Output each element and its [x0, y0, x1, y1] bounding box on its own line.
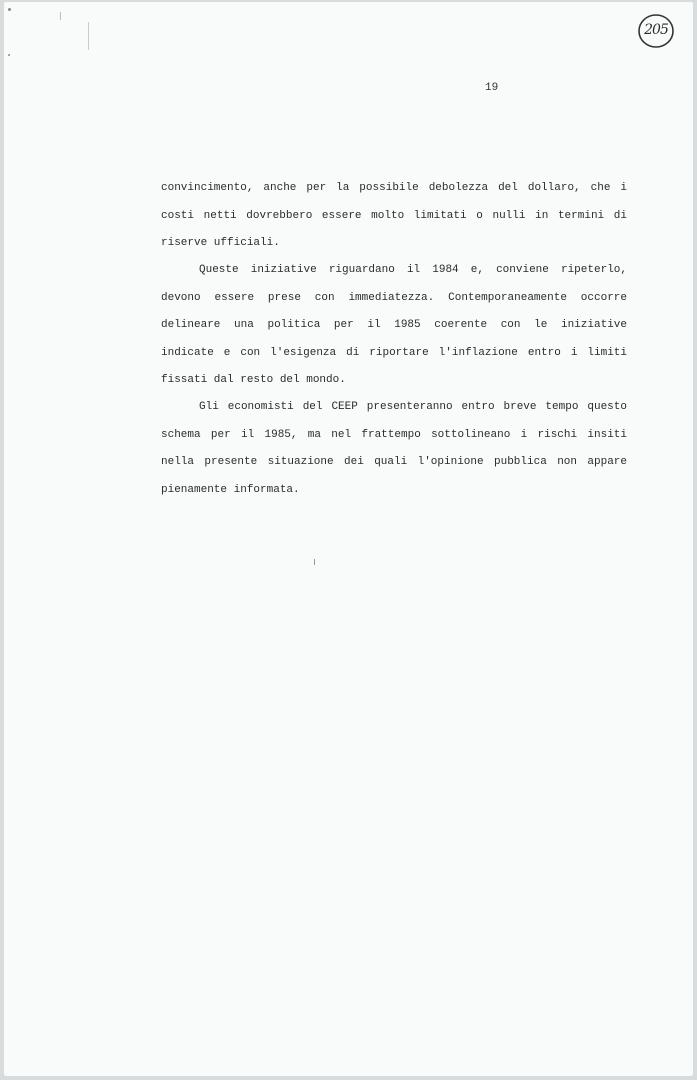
text-line: delineare una politica per il 1985 coerente con le iniziative: [161, 319, 627, 331]
text-line: riserve ufficiali.: [161, 237, 280, 249]
text-line: schema per il 1985, ma nel frattempo sottolineano i rischi insiti: [161, 428, 627, 441]
text-line: convincimento, anche per la possibile debolezza del dollaro, che i: [161, 182, 627, 194]
text-line: nella presente situazione dei quali l'opinione pubblica non appare: [161, 456, 627, 468]
text-line: pienamente informata.: [161, 483, 300, 496]
text-line: indicate e con l'esigenza di riportare l'inflazione entro i limiti: [161, 346, 627, 359]
page-number: 19: [485, 82, 499, 94]
text-line: fissati dal resto del mondo.: [161, 374, 346, 386]
paragraph-3: [161, 400, 627, 510]
document-page: [4, 2, 693, 1076]
stamp-number: 205: [644, 22, 668, 38]
text-line: Gli economisti del CEEP presenteranno entro breve tempo questo: [199, 401, 627, 413]
archive-number-stamp: [637, 13, 675, 49]
paragraph-2: [161, 263, 627, 401]
paragraph-1: [161, 181, 627, 264]
text-line: devono essere prese con immediatezza. Contemporaneamente occorre: [161, 291, 627, 304]
text-line: costi netti dovrebbero essere molto limitati o nulli in termini di: [161, 209, 627, 222]
text-line: Queste iniziative riguardano il 1984 e, conviene ripeterlo,: [199, 264, 627, 276]
